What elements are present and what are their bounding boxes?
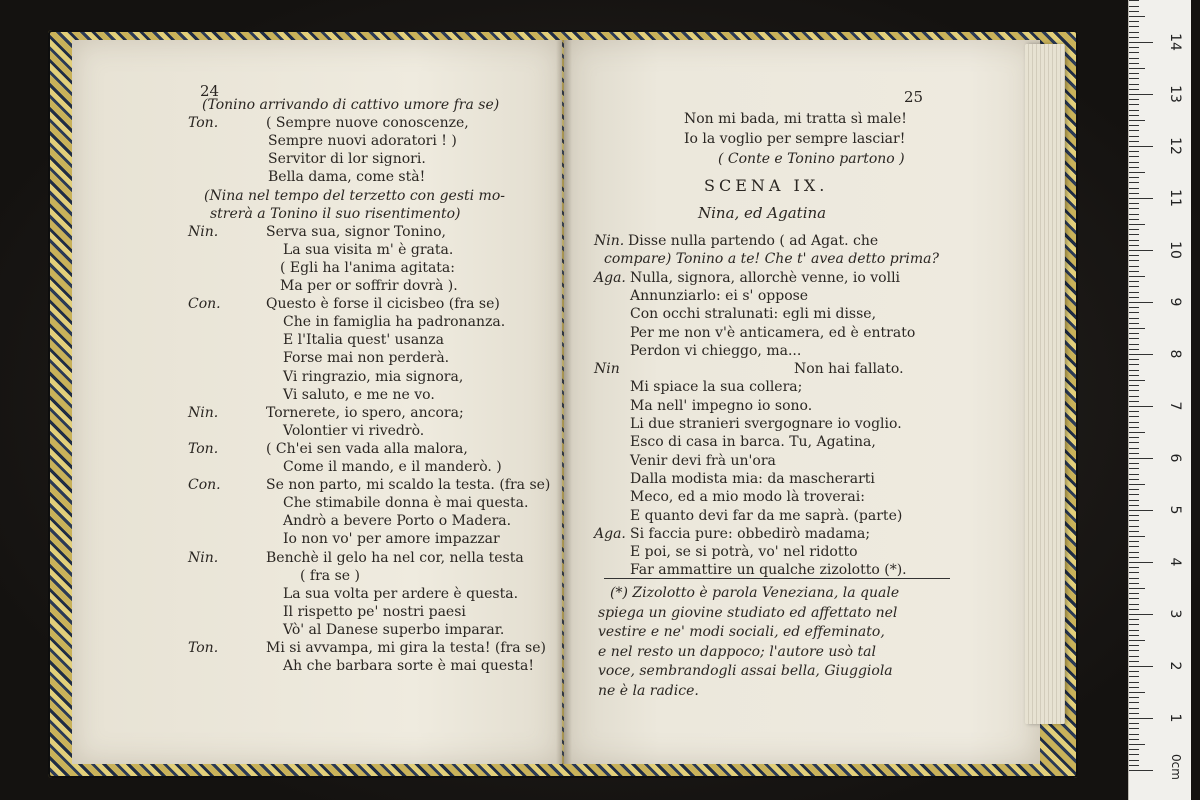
speaker-label: Nin.	[188, 549, 219, 566]
ruler-tick	[1129, 713, 1139, 714]
verse-line: Non mi bada, mi tratta sì male!	[684, 111, 907, 127]
ruler-tick	[1129, 266, 1139, 267]
ruler-tick	[1129, 697, 1139, 698]
footnote-line: (*) Zizolotto è parola Veneziana, la quale	[610, 585, 900, 601]
ruler-tick	[1129, 364, 1139, 365]
verse-line: Tornerete, io spero, ancora;	[266, 404, 464, 421]
verse-line: Li due stranieri svergognare io voglio.	[630, 416, 902, 432]
ruler-tick	[1129, 11, 1139, 12]
ruler-tick	[1129, 458, 1153, 459]
ruler-tick	[1129, 728, 1139, 729]
ruler-tick	[1129, 16, 1145, 17]
ruler-tick	[1129, 411, 1139, 412]
ruler-tick	[1129, 380, 1145, 381]
ruler-tick	[1129, 312, 1139, 313]
ruler-tick	[1129, 68, 1145, 69]
verse-line: E quanto devi far da me saprà. (parte)	[630, 507, 903, 524]
verse-line: ( Ch'ei sen vada alla malora,	[266, 440, 468, 457]
ruler-tick	[1129, 500, 1139, 501]
verse-line: Per me non v'è anticamera, ed è entrato	[630, 324, 916, 341]
verse-line: Che stimabile donna è mai questa.	[283, 495, 529, 512]
ruler-tick	[1129, 635, 1139, 636]
footnote-rule	[604, 578, 950, 579]
ruler-number: 8	[1167, 349, 1183, 359]
ruler-tick	[1129, 505, 1139, 506]
ruler-tick	[1129, 172, 1145, 173]
ruler-tick	[1129, 739, 1139, 740]
ruler-tick	[1129, 770, 1153, 771]
ruler-tick	[1129, 307, 1139, 308]
ruler-tick	[1129, 734, 1139, 735]
ruler-tick	[1129, 58, 1139, 59]
ruler-tick	[1129, 297, 1139, 298]
right-page-number: 25	[904, 88, 924, 106]
ruler-tick	[1129, 156, 1139, 157]
ruler-tick	[1129, 645, 1139, 646]
speaker-label: Con.	[188, 477, 221, 494]
verse-line: La sua volta per ardere è questa.	[283, 585, 519, 602]
verse-line: Si faccia pure: obbedirò madama;	[630, 525, 871, 542]
ruler-tick	[1129, 73, 1139, 74]
ruler-tick	[1129, 323, 1139, 324]
ruler-tick	[1129, 676, 1139, 677]
verse-line: Il rispetto pe' nostri paesi	[283, 603, 466, 620]
speaker-label: Aga.	[594, 525, 626, 542]
ruler-tick	[1129, 78, 1139, 79]
ruler-tick	[1129, 271, 1139, 272]
speaker-label: Nin	[594, 361, 620, 378]
book-gutter	[556, 40, 572, 764]
ruler-tick	[1129, 318, 1139, 319]
ruler-tick	[1129, 219, 1139, 220]
ruler-tick	[1129, 260, 1139, 261]
ruler-tick	[1129, 94, 1153, 95]
ruler-tick	[1129, 115, 1139, 116]
ruler-tick	[1129, 396, 1139, 397]
ruler-tick	[1129, 370, 1139, 371]
ruler-tick	[1129, 422, 1139, 423]
ruler-tick	[1129, 99, 1139, 100]
ruler-tick	[1129, 52, 1139, 53]
verse-line: Nulla, signora, allorchè venne, io volli	[630, 269, 901, 286]
ruler-unit-label: 0cm	[1168, 754, 1183, 780]
ruler-tick	[1129, 510, 1153, 511]
ruler-tick	[1129, 63, 1139, 64]
ruler-tick	[1129, 557, 1139, 558]
verse-line: strerà a Tonino il suo risentimento)	[210, 205, 461, 222]
verse-line: Far ammattire un qualche zizolotto (*).	[630, 562, 907, 579]
verse-line: Vi saluto, e me ne vo.	[283, 386, 435, 403]
ruler-tick	[1129, 479, 1139, 480]
verse-line: Mi si avvampa, mi gira la testa! (fra se)	[266, 640, 546, 656]
ruler-tick	[1129, 130, 1139, 131]
speaker-label: Aga.	[594, 269, 626, 286]
ruler-tick	[1129, 354, 1153, 355]
ruler-tick	[1129, 541, 1139, 542]
verse-line: Mi spiace la sua collera;	[630, 379, 803, 396]
ruler-tick	[1129, 338, 1139, 339]
ruler-tick	[1129, 37, 1139, 38]
footnote-line: voce, sembrandogli assai bella, Giuggiola	[598, 663, 893, 679]
ruler-number: 12	[1167, 137, 1183, 155]
ruler-tick	[1129, 656, 1139, 657]
ruler-tick	[1129, 666, 1153, 667]
ruler-tick	[1129, 416, 1139, 417]
ruler-tick	[1129, 406, 1153, 407]
ruler-tick	[1129, 640, 1145, 641]
ruler-tick	[1129, 349, 1139, 350]
ruler-tick	[1129, 214, 1139, 215]
page-edges	[1025, 44, 1065, 724]
ruler-tick	[1129, 104, 1139, 105]
ruler-tick	[1129, 687, 1139, 688]
ruler-tick	[1129, 453, 1139, 454]
ruler-tick	[1129, 84, 1139, 85]
ruler-tick	[1129, 401, 1139, 402]
ruler-tick	[1129, 598, 1139, 599]
ruler-tick	[1129, 661, 1139, 662]
ruler-tick	[1129, 151, 1139, 152]
ruler-tick	[1129, 286, 1139, 287]
ruler-tick	[1129, 682, 1139, 683]
ruler-tick	[1129, 6, 1139, 7]
ruler-tick	[1129, 489, 1139, 490]
ruler-number: 6	[1167, 453, 1183, 463]
ruler-tick	[1129, 468, 1139, 469]
ruler-tick	[1129, 448, 1139, 449]
speaker-label: Nin.	[188, 223, 219, 240]
verse-line: Bella dama, come stà!	[268, 169, 426, 186]
verse-line: Ah che barbara sorte è mai questa!	[283, 658, 534, 675]
ruler-tick	[1129, 47, 1139, 48]
ruler-tick	[1129, 572, 1139, 573]
ruler-number: 2	[1167, 661, 1183, 671]
ruler-tick	[1129, 32, 1139, 33]
ruler-tick	[1129, 536, 1145, 537]
ruler-tick	[1129, 224, 1145, 225]
verse-line: ( Sempre nuove conoscenze,	[266, 115, 469, 132]
ruler-tick	[1129, 526, 1139, 527]
ruler-tick	[1129, 562, 1153, 563]
ruler-tick	[1129, 552, 1139, 553]
ruler-tick	[1129, 593, 1139, 594]
ruler-tick	[1129, 723, 1139, 724]
ruler-tick	[1129, 437, 1139, 438]
ruler-tick	[1129, 188, 1139, 189]
speaker-label: Ton.	[188, 115, 219, 132]
speaker-label: Nin.	[188, 404, 219, 421]
ruler-tick	[1129, 494, 1139, 495]
ruler-number: 3	[1167, 609, 1183, 619]
verse-line: Io non vo' per amore impazzar	[283, 531, 500, 548]
ruler-tick	[1129, 760, 1139, 761]
ruler-tick	[1129, 765, 1139, 766]
ruler-tick	[1129, 604, 1139, 605]
speaker-label: Ton.	[188, 640, 219, 656]
ruler-tick	[1129, 146, 1153, 147]
verse-line: Questo è forse il cicisbeo (fra se)	[266, 296, 500, 313]
ruler-tick	[1129, 89, 1139, 90]
ruler-tick	[1129, 125, 1139, 126]
ruler-tick	[1129, 749, 1139, 750]
ruler-tick	[1129, 624, 1139, 625]
ruler-tick	[1129, 250, 1153, 251]
verse-line: Forse mai non perderà.	[283, 350, 450, 367]
ruler-tick	[1129, 193, 1139, 194]
ruler-tick	[1129, 692, 1145, 693]
ruler-tick	[1129, 442, 1139, 443]
ruler-tick	[1129, 276, 1145, 277]
footnote-line: e nel resto un dappoco; l'autore usò tal	[598, 643, 876, 660]
ruler-number: 13	[1167, 85, 1183, 103]
ruler-number: 4	[1167, 557, 1183, 567]
ruler-tick	[1129, 583, 1139, 584]
ruler-tick	[1129, 671, 1139, 672]
verse-line: Vò' al Danese superbo imparar.	[283, 621, 505, 638]
verse-line: Benchè il gelo ha nel cor, nella testa	[266, 549, 524, 566]
left-page-number: 24	[200, 82, 220, 100]
speaker-label: Nin.	[594, 233, 625, 249]
ruler-tick	[1129, 484, 1145, 485]
ruler-tick	[1129, 281, 1139, 282]
ruler-tick	[1129, 630, 1139, 631]
scene-title: SCENA IX.	[704, 176, 829, 195]
ruler-tick	[1129, 385, 1139, 386]
ruler-tick	[1129, 240, 1139, 241]
ruler-tick	[1129, 432, 1145, 433]
ruler-number: 14	[1167, 33, 1183, 51]
ruler-tick	[1129, 614, 1153, 615]
ruler-tick	[1129, 255, 1139, 256]
ruler-tick	[1129, 588, 1145, 589]
ruler-tick	[1129, 609, 1139, 610]
verse-line: Meco, ed a mio modo là troverai:	[630, 489, 865, 506]
verse-line: Venir devi frà un'ora	[630, 452, 776, 469]
verse-line: Se non parto, mi scaldo la testa. (fra se)	[266, 477, 551, 494]
ruler-tick	[1129, 208, 1139, 209]
verse-line: Esco di casa in barca. Tu, Agatina,	[630, 434, 876, 451]
ruler-tick	[1129, 234, 1139, 235]
ruler-tick	[1129, 110, 1139, 111]
footnote-line: vestire e ne' modi sociali, ed effeminato,	[598, 624, 885, 640]
verse-line: Annunziarlo: ei s' oppose	[630, 287, 809, 304]
measuring-ruler	[1128, 0, 1191, 800]
verse-line: Come il mando, e il manderò. )	[283, 459, 502, 475]
verse-line: (Nina nel tempo del terzetto con gesti mo-	[204, 187, 505, 204]
ruler-tick	[1129, 578, 1139, 579]
ruler-tick	[1129, 390, 1139, 391]
ruler-number: 5	[1167, 505, 1183, 515]
ruler-tick	[1129, 375, 1139, 376]
ruler-tick	[1129, 520, 1139, 521]
footnote-line: ne è la radice.	[598, 682, 699, 699]
footnote-line: spiega un giovine studiato ed affettato nel	[598, 604, 898, 621]
ruler-tick	[1129, 177, 1139, 178]
ruler-tick	[1129, 162, 1139, 163]
ruler-tick	[1129, 474, 1139, 475]
verse-line: Ma per or soffrir dovrà ).	[280, 278, 458, 294]
ruler-tick	[1129, 650, 1139, 651]
ruler-tick	[1129, 708, 1139, 709]
ruler-tick	[1129, 546, 1139, 547]
ruler-tick	[1129, 21, 1139, 22]
verse-line: E l'Italia quest' usanza	[283, 332, 444, 349]
ruler-tick	[1129, 198, 1153, 199]
ruler-tick	[1129, 427, 1139, 428]
ruler-tick	[1129, 567, 1139, 568]
verse-line: ( Conte e Tonino partono )	[718, 151, 905, 167]
verse-line: La sua visita m' è grata.	[283, 241, 454, 258]
verse-line: compare) Tonino a te! Che t' avea detto prima?	[604, 251, 939, 268]
speaker-label: Con.	[188, 296, 221, 313]
ruler-tick	[1129, 328, 1145, 329]
speaker-label: Ton.	[188, 440, 219, 457]
ruler-tick	[1129, 42, 1153, 43]
ruler-tick	[1129, 702, 1139, 703]
verse-line: Servitor di lor signori.	[268, 151, 426, 168]
ruler-number: 1	[1167, 713, 1183, 723]
ruler-tick	[1129, 531, 1139, 532]
ruler-tick	[1129, 718, 1153, 719]
ruler-tick	[1129, 302, 1153, 303]
verse-line: Ma nell' impegno io sono.	[630, 397, 813, 414]
verse-line: Perdon vi chieggo, ma...	[630, 342, 802, 359]
verse-line: Io la voglio per sempre lasciar!	[684, 131, 906, 147]
verse-line: (Tonino arrivando di cattivo umore fra se)	[202, 97, 500, 113]
ruler-tick	[1129, 619, 1139, 620]
ruler-tick	[1129, 333, 1139, 334]
ruler-tick	[1129, 120, 1145, 121]
verse-line: Non hai fallato.	[794, 361, 904, 378]
ruler-tick	[1129, 292, 1139, 293]
ruler-tick	[1129, 182, 1139, 183]
scene-subtitle: Nina, ed Agatina	[698, 204, 827, 222]
verse-line: Andrò a bevere Porto o Madera.	[283, 513, 512, 530]
ruler-tick	[1129, 515, 1139, 516]
verse-line: Dalla modista mia: da mascherarti	[630, 470, 875, 487]
ruler-tick	[1129, 136, 1139, 137]
verse-line: Che in famiglia ha padronanza.	[283, 314, 506, 331]
ruler-tick	[1129, 203, 1139, 204]
ruler-tick	[1129, 245, 1139, 246]
ruler-tick	[1129, 167, 1139, 168]
ruler-tick	[1129, 344, 1139, 345]
ruler-tick	[1129, 0, 1139, 1]
verse-line: ( Egli ha l'anima agitata:	[280, 259, 455, 276]
verse-line: E poi, se si potrà, vo' nel ridotto	[630, 544, 858, 561]
ruler-number: 10	[1167, 241, 1183, 259]
verse-line: Serva sua, signor Tonino,	[266, 223, 447, 240]
verse-line: Volontier vi rivedrò.	[283, 422, 425, 439]
ruler-number: 7	[1167, 401, 1183, 411]
ruler-tick	[1129, 754, 1139, 755]
ruler-tick	[1129, 229, 1139, 230]
ruler-number: 9	[1167, 297, 1183, 307]
ruler-tick	[1129, 359, 1139, 360]
ruler-tick	[1129, 463, 1139, 464]
ruler-tick	[1129, 744, 1145, 745]
ruler-tick	[1129, 141, 1139, 142]
verse-line: Sempre nuovi adoratori ! )	[268, 133, 457, 150]
verse-line: Vi ringrazio, mia signora,	[283, 368, 464, 385]
verse-line: ( fra se )	[300, 567, 360, 584]
ruler-number: 11	[1167, 189, 1183, 207]
verse-line: Con occhi stralunati: egli mi disse,	[630, 306, 877, 323]
ruler-tick	[1129, 26, 1139, 27]
verse-line: Disse nulla partendo ( ad Agat. che	[628, 233, 879, 249]
